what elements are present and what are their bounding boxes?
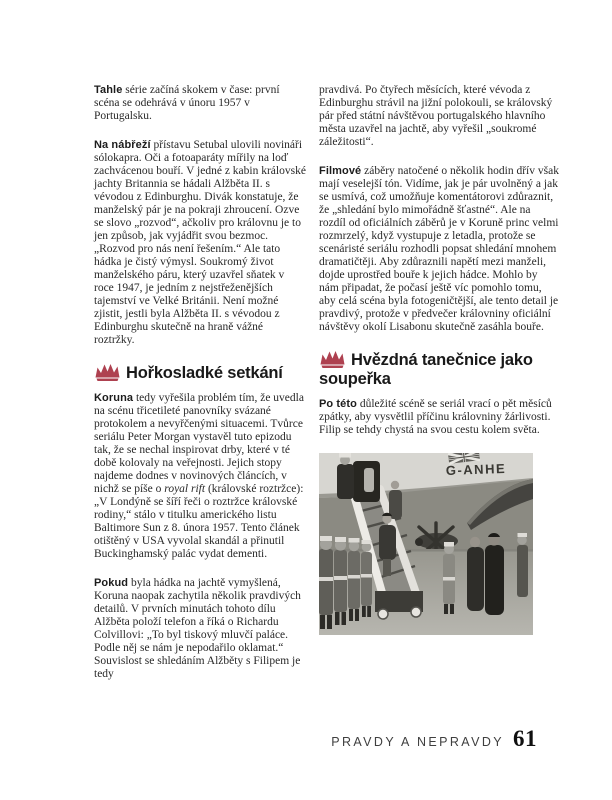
section-heading-bittersweet — [94, 363, 306, 383]
crown-icon — [94, 363, 121, 381]
left-column — [94, 84, 306, 697]
paragraph-lead: Koruna — [94, 392, 134, 404]
paragraph-text: tedy vyřešila problém tím, že uvedla na scénu třicetileté panovníky svázané protokolem a nevyřčenými situacemi. Tvůrce seriálu Peter Morgan vystavěl tuto epizodu tak, že se nechal inspirovat drby, které v té době kolovaly na veřejnosti. Jejich stopy najdeme dodnes v novinových článcích, v nichž se píše o — [94, 392, 304, 495]
paragraph-text: pravdivá. Po čtyřech měsících, které vévoda z Edinburghu strávil na jižní polokouli, se královský pár před státní návštěvou portugalského hlavního města uzavřel na jachtě, aby vyřešil „soukromé záležitosti“. — [319, 84, 553, 148]
paragraph-lead: Filmové — [319, 165, 362, 177]
paragraph-text: důležité scéně se seriál vrací o pět měsíců zpátky, aby vysvětlil příčinu královniny žárlivosti. Filip se tehdy chystá na svou cestu kolem světa. — [319, 398, 552, 436]
article-paragraph — [319, 165, 559, 334]
paragraph-text: byla hádka na jachtě vymyšlená, Koruna naopak zachytila několik pravdivých detailů. V prvních minutách tohoto dílu Alžběta položí telefon a říká o Richardu Colvillovi: „To byl tiskový mluvčí paláce. Podle něj se nám je nepodařilo oklamat.“ Souvislost se shledáním Alžběty s Filipem je tedy — [94, 577, 301, 680]
aircraft-registration-text: G-ANHE — [445, 460, 507, 478]
paragraph-lead: Pokud — [94, 577, 129, 589]
section-heading-label: Hvězdná tanečnice jako soupeřka — [319, 351, 533, 388]
article-paragraph — [319, 84, 559, 149]
royal-arrival-photo — [319, 453, 533, 635]
section-heading-star-dancer — [319, 350, 559, 389]
paragraph-text: série začíná skokem v čase: první scéna se odehrává v únoru 1957 v Portugalsku. — [94, 84, 280, 122]
page-number: 61 — [513, 726, 537, 751]
article-paragraph — [94, 577, 306, 681]
article-paragraph — [94, 139, 306, 347]
article-paragraph — [94, 392, 306, 561]
paragraph-lead: Po této — [319, 398, 357, 410]
running-footer — [331, 726, 537, 752]
paragraph-text: záběry natočené o několik hodin dřív však mají veselejší tón. Vidíme, jak je pár uvolněný a jak se usmívá, což umožňuje komentátorovi zdůraznit, že „shledání bylo mimořádně šťastné“. Ale na rozdíl od oficiálních záběrů je v Koruně princ velmi rozmrzelý, když vystupuje z letadla, protože se scenáristé seriálu rozhodli popsat shledání mnohem dramatičtěji. Aby zdůraznili napětí mezi manželi, dojde uprostřed bouře k jejich hádce. Mohlo by nám připadat, že počasí ještě víc pomohlo tomu, aby celá scéna byla fotogeničtější, ale tento detail je pravdivý, protože v předvečer královniny oficiální návštěvy okolí Lisabonu skutečně zasáhla bouře. — [319, 165, 559, 333]
italic-phrase: royal rift — [164, 483, 206, 495]
paragraph-text: (královské roztržce): „V Londýně se šíří řeči o roztržce královské rodiny,“ stálo v titulku amerického listu Baltimore Sun z 8. února 1957. Tento článek otištěný v USA vyvolal skandál a přinutil Buckinghamský palác vydat dementi. — [94, 483, 304, 560]
article-paragraph — [319, 398, 559, 437]
right-column — [319, 84, 559, 635]
article-paragraph — [94, 84, 306, 123]
paragraph-text: přístavu Setubal ulovili novináři sólokapra. Oči a fotoaparáty mířily na loď zachvácenou bouří. V jedné z kabin královské jachty Britannia se hádali Alžběta II. s vévodou z Edinburghu. Divák konstatuje, že manželský pár je na pokraji zhroucení. Ozve se slovo „rozvod“, ačkoliv pro královnu je to jen způsob, jak vyjádřit svou bezmoc. „Rozvod pro nás není řešením.“ Ale tato hádka je čistý výmysl. Soukromý život manželského páru, který uzavřel sňatek v roce 1947, je jedním z nejstřeženějších tajemství ve Velké Británii. Není možné zjistit, jestli byla Alžběta II. s vévodou z Edinburghu skutečně na hraně vážné roztržky. — [94, 139, 306, 346]
section-heading-label: Hořkosladké setkání — [126, 364, 283, 382]
crown-icon — [319, 350, 346, 368]
footer-title: PRAVDY A NEPRAVDY — [331, 735, 504, 749]
paragraph-lead: Tahle — [94, 84, 123, 96]
paragraph-lead: Na nábřeží — [94, 139, 151, 151]
